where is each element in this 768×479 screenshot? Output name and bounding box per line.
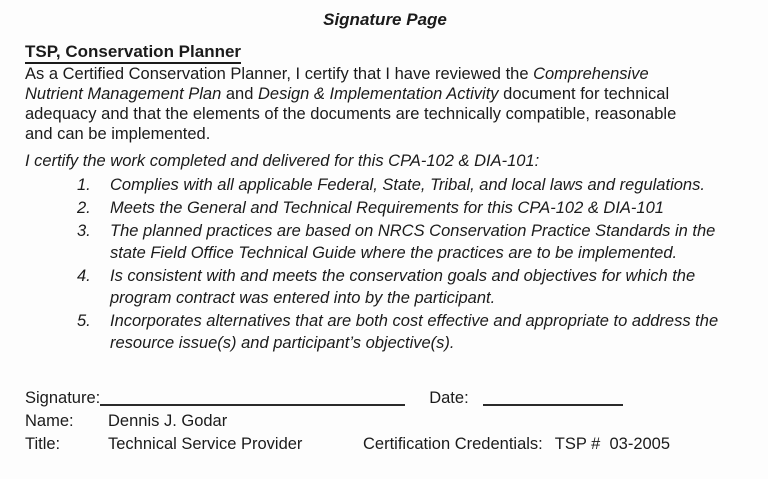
paragraph-segment: and can be implemented.: [25, 125, 211, 143]
list-item-text: [110, 197, 664, 219]
list-item-line: state Field Office Technical Guide where the practices are to be implemented.: [110, 244, 678, 262]
list-item-text: [110, 220, 715, 264]
certification-list: [25, 174, 745, 354]
title-value: Technical Service Provider: [108, 434, 303, 453]
name-value: Dennis J. Godar: [108, 411, 228, 430]
list-item-line: Incorporates alternatives that are both cost effective and appropriate to address the: [110, 312, 719, 330]
paragraph-line: [25, 84, 745, 104]
list-item-number: 4.: [77, 267, 91, 285]
list-item-number: 5.: [77, 312, 91, 330]
list-item: [25, 220, 745, 264]
list-item-line: program contract was entered into by the participant.: [110, 289, 496, 307]
name-label: Name:: [25, 411, 74, 430]
paragraph-segment: adequacy and that the elements of the documents are technically compatible, reasonable: [25, 105, 677, 123]
list-item-line: resource issue(s) and participant’s objective(s).: [110, 334, 455, 352]
list-item: [25, 197, 745, 219]
certify-statement: I certify the work completed and delivered for this CPA-102 & DIA-101:: [25, 152, 540, 170]
name-row: [25, 410, 745, 432]
credentials-value: TSP # 03-2005: [554, 434, 671, 453]
list-item-line: Meets the General and Technical Requirements for this CPA-102 & DIA-101: [110, 199, 664, 217]
list-item-text: [110, 265, 695, 309]
list-item-line: Complies with all applicable Federal, State, Tribal, and local laws and regulations.: [110, 176, 705, 194]
list-item: [25, 174, 745, 196]
paragraph-segment-italic: Nutrient Management Plan: [25, 85, 222, 103]
list-item-number: 2.: [77, 199, 91, 217]
title-label: Title:: [25, 434, 61, 453]
signature-line: [100, 389, 405, 406]
list-item-text: [110, 174, 705, 196]
signature-row: [25, 386, 745, 409]
paragraph-segment: As a Certified Conservation Planner, I certify that I have reviewed the: [25, 65, 534, 83]
paragraph-segment-italic: Comprehensive: [533, 65, 649, 83]
credentials-label: Certification Credentials:: [363, 434, 543, 453]
list-item-line: Is consistent with and meets the conservation goals and objectives for which the: [110, 267, 696, 285]
date-label: Date:: [429, 388, 469, 407]
signature-block: [25, 386, 745, 455]
certification-paragraph: [25, 64, 745, 144]
title-row: [25, 433, 745, 455]
list-item-line: The planned practices are based on NRCS Conservation Practice Standards in the: [110, 222, 716, 240]
list-item-number: 3.: [77, 222, 91, 240]
list-item-text: [110, 310, 718, 354]
paragraph-segment-italic: Design & Implementation Activity: [257, 85, 499, 103]
section-heading: [25, 42, 745, 62]
signature-label: Signature:: [25, 388, 101, 407]
paragraph-line: [25, 104, 745, 124]
list-item-number: 1.: [77, 176, 91, 194]
page-title: Signature Page: [323, 10, 447, 29]
list-item: [25, 265, 745, 309]
paragraph-segment: and: [221, 85, 258, 103]
paragraph-line: [25, 64, 745, 84]
date-line: [483, 389, 623, 406]
section-heading-text: TSP, Conservation Planner: [25, 42, 241, 64]
paragraph-segment: document for technical: [498, 85, 670, 103]
list-item: [25, 310, 745, 354]
paragraph-line: [25, 124, 745, 144]
